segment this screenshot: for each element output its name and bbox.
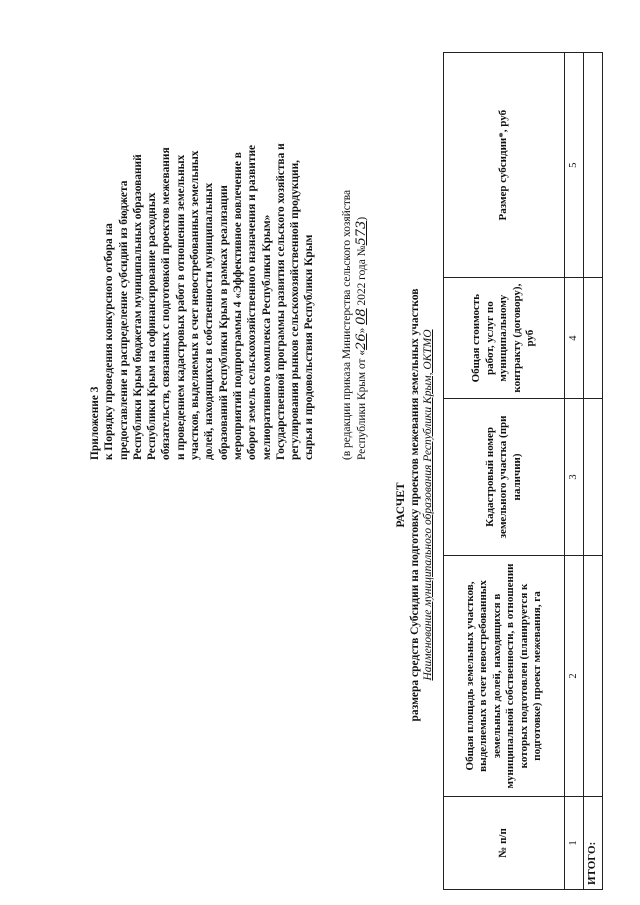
col-number: 4 [565,278,584,398]
appendix-line: образований Республики Крым в рамках реализации [217,185,230,460]
col-number: 1 [565,796,584,889]
appendix-line: предоставление и распределение субсидий из бюджета [117,180,130,460]
total-label: ИТОГО: [584,796,603,889]
table-total-row [584,53,603,890]
appendix-line: Приложение 3 [89,386,101,460]
order-month: 08 [353,308,369,325]
col-number: 2 [565,556,584,797]
order-number: 573 [353,220,369,246]
appendix-line: сырья и продовольствия Республики Крым [303,234,316,460]
redaction-line-1: (в редакции приказа Министерства сельского хозяйства [341,189,353,460]
title-subheading: размера средств Субсидии на подготовку проектов межевания земельных участков [408,288,421,722]
appendix-line: Республики Крым бюджетам муниципальных образований [131,154,144,460]
appendix-line: мероприятий подпрограммы 4 «Эффективное вовлечение в [231,152,244,460]
appendix-line: обязательств, связанных с подготовкой проектов межевания [160,147,173,460]
header-cost: Общая стоимость работ, услуг по муниципальному контракту (договору), руб [444,278,565,398]
redaction-note [340,80,369,460]
appendix-line: долей, находящихся в собственности муниципальных [203,182,216,460]
header-subsidy: Размер субсидии*, руб [444,53,565,278]
title-heading: РАСЧЕТ [395,482,407,528]
table-header-row [444,53,565,890]
calculation-table [443,52,603,890]
header-number: № п/п [444,796,565,889]
redaction-sep: » [355,324,368,334]
redaction-line-2 [355,80,370,460]
document-title [395,245,436,765]
order-day: 26 [353,333,369,350]
table-cell [584,556,603,797]
appendix-line: Республики Крым на софинансирование расходных [146,192,159,460]
appendix-block [88,90,317,460]
col-number: 3 [565,398,584,555]
redaction-prefix: Республики Крым от « [355,349,368,460]
header-area: Общая площадь земельных участков, выделяемых в счет невостребованных земельных долей, находящихся в муниципальной собственности, в отношении которых подготовлен (планируется к подготовке) проект межевания, га [444,556,565,797]
appendix-line: к Порядку проведения конкурсного отбора на [103,223,116,460]
header-cadastral: Кадастровый номер земельного участка (при наличии) [444,398,565,555]
table-cell [584,398,603,555]
col-number: 5 [565,53,584,278]
appendix-line: участков, выделяемых в счет невостребованных земельных [189,150,202,460]
table-numbering-row [565,53,584,890]
table-cell [584,278,603,398]
municipality-label: Наименование муниципального образования Республики Крым, ОКТМО [422,329,434,681]
appendix-line: и проведением кадастровых работ в отношении земельных [174,154,187,460]
appendix-line: мелиоративного комплекса Республики Крым» [260,214,273,460]
order-year-text: 2022 года № [355,245,368,309]
redaction-close: ) [355,216,368,221]
appendix-line: регулирования рынков сельскохозяйственной продукции, [289,160,302,460]
appendix-line: оборот земель сельскохозяйственного назначения и развитие [246,144,259,460]
appendix-line: Государственной программы развития сельского хозяйства и [274,143,287,460]
table-cell [584,53,603,278]
